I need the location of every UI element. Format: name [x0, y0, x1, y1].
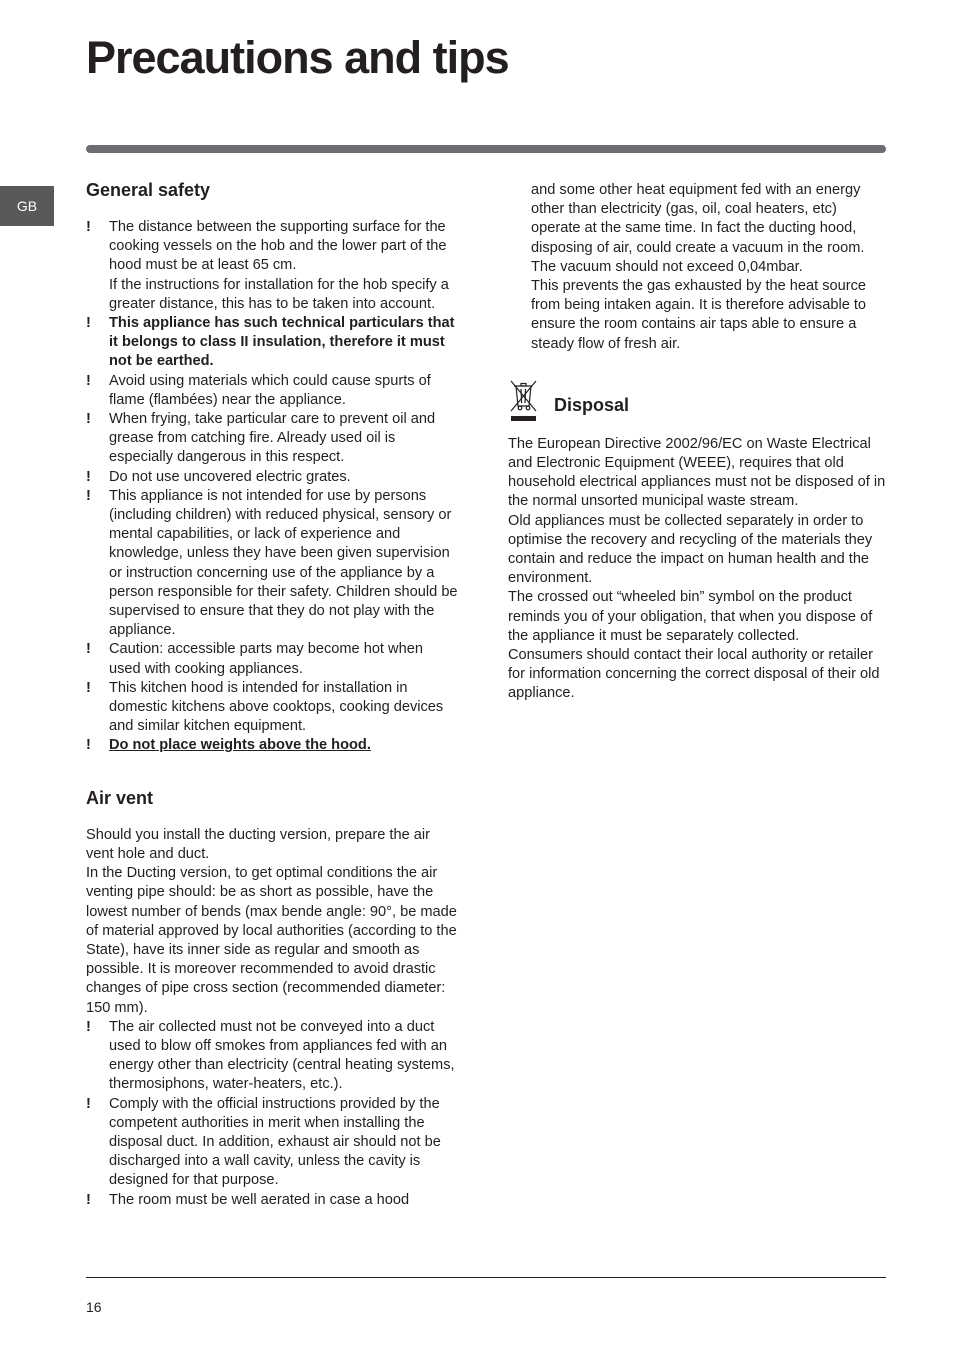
warning-mark: !	[86, 737, 91, 754]
warning-mark: !	[86, 219, 91, 235]
disposal-paragraph: The European Directive 2002/96/EC on Waste Electrical and Electronic Equipment (WEEE), requires that old household electrical appliances must not be disposed of in the normal unsorted municipal waste stream.	[508, 435, 886, 510]
air-vent-paragraph: In the Ducting version, to get optimal conditions the air venting pipe should: be as short as possible, have the lowest number of bends (max bende angle: 90°, be made of material approved by local authorities (according to the State), have its inner side as regular and smooth as possible. It is moreover recommended to avoid drastic changes of pipe cross section (recommended diameter: 150 mm).	[86, 865, 457, 1016]
safety-item-text: This appliance is not intended for use by persons (including children) with reduced physical, sensory or mental capabilities, or lack of experience and knowledge, unless they have been given supervision or instruction concerning use of the appliance by a person responsible for their safety. Children should be supervised to ensure that they do not play with the appliance.	[109, 487, 458, 639]
warning-mark: !	[86, 1095, 91, 1112]
air-vent-paragraph: Should you install the ducting version, prepare the air vent hole and duct.	[86, 826, 430, 862]
air-vent-item	[86, 1191, 458, 1210]
safety-item-text: Avoid using materials which could cause spurts of flame (flambées) near the appliance.	[109, 372, 431, 408]
disposal-header	[508, 379, 886, 423]
title-divider	[86, 145, 886, 153]
safety-item-text: If the instructions for installation for the hob specify a greater distance, this has to be taken into account.	[109, 276, 449, 312]
safety-item-text: This kitchen hood is intended for installation in domestic kitchens above cooktops, cooking devices and similar kitchen equipment.	[109, 679, 444, 735]
general-safety-heading: General safety	[86, 180, 211, 200]
page-title: Precautions and tips	[86, 32, 509, 83]
crossed-out-wheeled-bin-icon	[508, 379, 540, 423]
safety-item-text: When frying, take particular care to prevent oil and grease from catching fire. Already used oil is especially dangerous in this respect.	[109, 411, 436, 466]
warning-mark: !	[86, 1018, 91, 1035]
disposal-paragraph: Old appliances must be collected separately in order to optimise the recovery and recycling of the materials they contain and reduce the impact on human health and the environment.	[508, 512, 873, 587]
safety-item	[86, 218, 458, 314]
air-vent-heading: Air vent	[86, 787, 154, 808]
disposal-paragraph: The crossed out “wheeled bin” symbol on the product reminds you of your obligation, that when you dispose of the appliance it must be separately collected.	[508, 589, 873, 644]
safety-item-text: Do not place weights above the hood.	[109, 737, 371, 754]
language-tab: GB	[0, 186, 54, 226]
warning-mark: !	[86, 1191, 91, 1208]
safety-item	[86, 736, 458, 755]
disposal-section	[508, 379, 886, 704]
general-safety-section	[86, 178, 458, 756]
safety-item-text: Do not use uncovered electric grates.	[109, 468, 351, 485]
air-vent-item	[86, 1018, 458, 1095]
right-column	[508, 181, 886, 704]
warning-mark: !	[86, 641, 91, 658]
safety-item	[86, 640, 458, 678]
air-vent-item-continued: This prevents the gas exhausted by the heat source from being intaken again. It is therefore advisable to ensure the room contains air taps able to ensure a steady flow of fresh air.	[531, 278, 867, 352]
safety-item	[86, 372, 458, 410]
air-vent-section	[86, 786, 458, 1210]
air-vent-item	[86, 1095, 458, 1191]
safety-item	[86, 314, 458, 372]
left-column	[86, 178, 458, 1210]
warning-mark: !	[86, 468, 91, 485]
warning-mark: !	[86, 411, 91, 428]
safety-item-text: This appliance has such technical particulars that it belongs to class II insulation, therefore it must not be earthed.	[109, 315, 455, 370]
safety-item-text: The distance between the supporting surface for the cooking vessels on the hob and the lower part of the hood must be at least 65 cm.	[109, 219, 447, 274]
safety-item-text: Caution: accessible parts may become hot when used with cooking appliances.	[109, 641, 423, 677]
disposal-paragraph: Consumers should contact their local authority or retailer for information concerning the correct disposal of their old appliance.	[508, 647, 880, 702]
air-vent-item-continued: and some other heat equipment fed with an energy other than electricity (gas, oil, coal heaters, etc) operate at the same time. In fact the ducting hood, disposing of air, could create a vacuum in the room. The vacuum should not exceed 0,04mbar.	[531, 182, 865, 275]
air-vent-item-text: Comply with the official instructions provided by the competent authorities in merit when installing the disposal duct. In addition, exhaust air should not be discharged into a wall cavity, unless the cavity is designed for that purpose.	[109, 1095, 441, 1189]
safety-item	[86, 679, 458, 737]
footer-divider	[86, 1277, 886, 1278]
air-vent-item-text: The room must be well aerated in case a hood	[109, 1191, 410, 1208]
safety-item	[86, 410, 458, 468]
warning-mark: !	[86, 315, 91, 332]
disposal-heading: Disposal	[554, 394, 630, 415]
warning-mark: !	[86, 679, 91, 696]
warning-mark: !	[86, 372, 91, 389]
warning-mark: !	[86, 487, 91, 504]
page-number: 16	[86, 1299, 102, 1315]
safety-item	[86, 468, 458, 487]
air-vent-item-text: The air collected must not be conveyed into a duct used to blow off smokes from appliances fed with an energy other than electricity (central heating systems, thermosiphons, water-heaters, etc.).	[109, 1018, 455, 1093]
safety-item	[86, 487, 458, 641]
